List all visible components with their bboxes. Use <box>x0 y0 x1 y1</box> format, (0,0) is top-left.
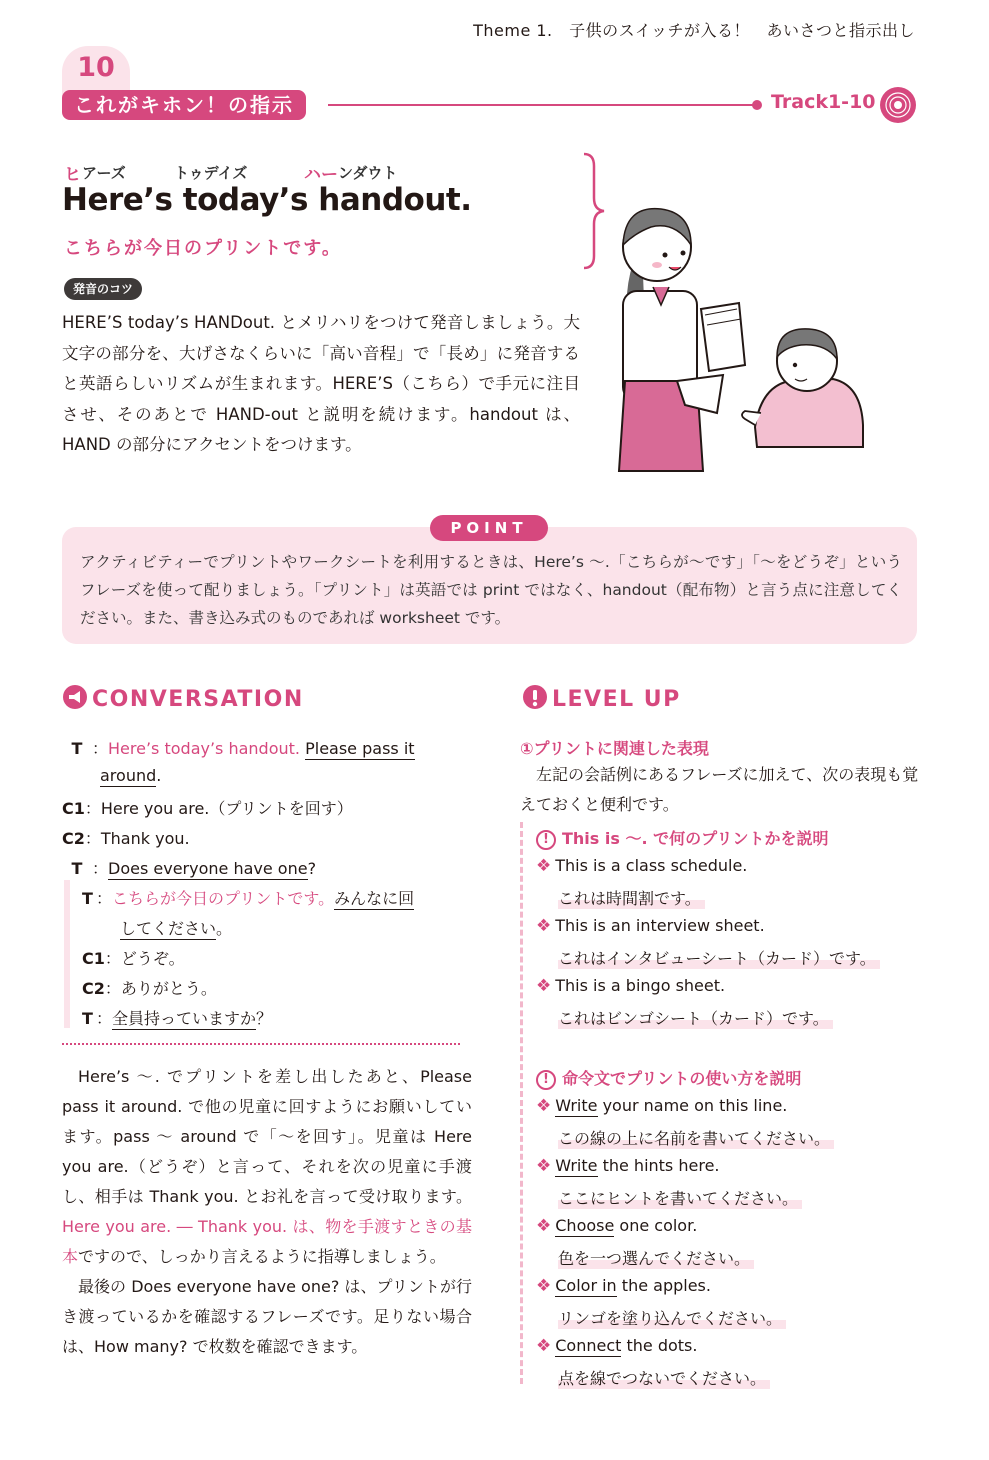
point-badge: POINT <box>430 515 548 541</box>
exclamation-circle-icon: ! <box>536 830 556 850</box>
dialogue-line-ja: C2：ありがとう。 <box>82 979 217 998</box>
speaker: C2 <box>62 829 85 848</box>
dialogue-line: C2：Thank you. <box>62 829 190 848</box>
example-english <box>536 1096 787 1116</box>
diamond-bullet-icon: ❖ <box>536 856 552 876</box>
level-up-intro: 左記の会話例にあるフレーズに加えて、次の表現も覚えておくと便利です。 <box>520 765 919 814</box>
example-japanese: 色を一つ選んでください。 <box>558 1246 754 1269</box>
example-japanese: 点を線でつないでください。 <box>558 1366 770 1389</box>
audio-cd-icon[interactable] <box>879 86 917 124</box>
explanation-paragraph <box>62 1062 472 1272</box>
line-text: 。 <box>216 919 233 938</box>
diamond-bullet-icon: ❖ <box>536 1216 552 1236</box>
line-text: みんなに回 <box>334 889 415 908</box>
diamond-bullet-icon: ❖ <box>536 1156 552 1176</box>
ruby-seg: ハー <box>304 165 338 185</box>
speaker: T <box>71 859 83 878</box>
example-text: This is a bingo sheet. <box>555 976 726 995</box>
example-text: the dots. <box>621 1336 698 1355</box>
example-verb: Choose <box>555 1216 615 1235</box>
dialogue-line: T ：Here’s today’s handout. Please pass it <box>62 736 415 759</box>
speaker: C2 <box>82 979 105 998</box>
speaker: T <box>82 1009 93 1028</box>
ruby-seg: トゥデイズ <box>174 164 248 182</box>
unit-number: 10 <box>77 52 115 83</box>
level-up-heading-text: LEVEL UP <box>552 687 681 712</box>
example-english <box>536 916 765 936</box>
example-text: one color. <box>614 1216 698 1235</box>
level-up-dashed-bar <box>520 822 523 1384</box>
key-phrase-english: Here’s today’s handout. <box>62 182 472 218</box>
example-english <box>536 1336 697 1356</box>
title-rule <box>328 104 754 106</box>
pronunciation-tips-badge: 発音のコツ <box>64 278 142 300</box>
line-text: こちらが今日のプリントです。 <box>112 889 335 908</box>
line-text: Does everyone have one <box>108 859 308 878</box>
conversation-heading-text: CONVERSATION <box>92 687 304 712</box>
exclamation-icon <box>522 684 548 710</box>
example-english <box>536 856 747 876</box>
dialogue-line-ja: C1：どうぞ。 <box>82 949 185 968</box>
ruby-seg: アーズ <box>82 164 126 182</box>
teacher-student-illustration <box>605 175 875 475</box>
level-up-heading <box>522 684 681 712</box>
example-japanese: この線の上に名前を書いてください。 <box>558 1126 834 1149</box>
dotted-divider <box>62 1043 460 1045</box>
line-text: ありがとう。 <box>120 979 217 998</box>
line-text: してください <box>120 919 217 938</box>
speaker: T <box>82 889 93 908</box>
dialogue-line: T ：Does everyone have one? <box>62 856 316 879</box>
japanese-translation-bar <box>64 880 70 1028</box>
example-text: the apples. <box>616 1276 711 1295</box>
explanation-text: Here’s 〜. でプリントを差し出したあと、Please pass it around. で他の児童に回すようにお願いしています。pass 〜 around で「〜を回す」。児童は Here you are.（どうぞ）と言って、それを次の児童に手渡し、相手は Thank you. とお礼を言って受け取ります。 <box>62 1067 472 1206</box>
exclamation-circle-icon: ! <box>536 1070 556 1090</box>
line-text: Here’s today’s handout. <box>108 739 300 758</box>
title-rule-dot <box>752 100 762 110</box>
line-text: どうぞ。 <box>120 949 185 968</box>
category-heading <box>536 826 828 850</box>
example-verb: Write <box>555 1156 598 1175</box>
diamond-bullet-icon: ❖ <box>536 916 552 936</box>
line-text: Thank you. <box>100 829 190 848</box>
example-english <box>536 1216 697 1236</box>
example-japanese: これは時間割です。 <box>558 886 705 909</box>
example-verb: Connect <box>555 1336 622 1355</box>
example-text: This is an interview sheet. <box>555 916 765 935</box>
line-text: ? <box>307 859 317 878</box>
example-verb: Write <box>555 1096 598 1115</box>
category-heading <box>536 1066 801 1090</box>
diamond-bullet-icon: ❖ <box>536 976 552 996</box>
track-label[interactable]: Track1-10 <box>771 91 876 113</box>
unit-title: これがキホン！の指示 <box>62 90 306 120</box>
example-verb: Color in <box>555 1276 617 1295</box>
line-text: Here you are.（プリントを回す） <box>100 799 353 818</box>
example-english <box>536 976 725 996</box>
diamond-bullet-icon: ❖ <box>536 1336 552 1356</box>
key-phrase-japanese: こちらが今日のプリントです。 <box>64 238 342 259</box>
pronunciation-tips-body: HERE’S today’s HANDout. とメリハリをつけて発音しましょう。大文字の部分を、大げさなくらいに「高い音程」で「長め」に発音すると英語らしいリズムが生まれます。HERE’S（こちら）で手元に注目させ、そのあとで HAND-out と説明を続けます。handout は、HAND の部分にアクセントをつけます。 <box>62 313 580 454</box>
category-text: 命令文でプリントの使い方を説明 <box>562 1069 802 1088</box>
line-text: Please pass it <box>305 739 415 758</box>
dialogue-line-ja <box>120 916 232 939</box>
ruby-seg: ンダウト <box>338 164 398 182</box>
point-body: アクティビティーでプリントやワークシートを利用するときは、Here’s 〜.「こちらが〜です」「〜をどうぞ」というフレーズを使って配りましょう。「プリント」は英語では print ではなく、handout（配布物）と言う点に注意してください。また、書き込み式のものであれば worksheet です。 <box>80 553 902 627</box>
diamond-bullet-icon: ❖ <box>536 1096 552 1116</box>
example-text: your name on this line. <box>597 1096 788 1115</box>
explanation-paragraph: 最後の Does everyone have one? は、プリントが行き渡っているかを確認するフレーズです。足りない場合は、How many? で枚数を確認できます。 <box>62 1277 472 1356</box>
level-up-subheading: ①プリントに関連した表現 <box>520 739 709 758</box>
example-japanese: これはビンゴシート（カード）です。 <box>558 1006 833 1029</box>
line-text: around <box>100 766 157 785</box>
example-japanese: これはインタビューシート（カード）です。 <box>558 946 880 969</box>
dialogue-line-ja: T ：全員持っていますか？ <box>82 1009 273 1028</box>
dialogue-line <box>100 766 161 785</box>
dialogue-line: C1：Here you are.（プリントを回す） <box>62 799 353 818</box>
speaker: C1 <box>82 949 105 968</box>
speaker: T <box>71 739 83 758</box>
line-text: ？ <box>256 1009 273 1028</box>
example-text: This is a class schedule. <box>555 856 748 875</box>
example-english <box>536 1276 711 1296</box>
example-japanese: リンゴを塗り込んでください。 <box>558 1306 786 1329</box>
dialogue-line-ja: T ：こちらが今日のプリントです。みんなに回 <box>82 889 415 908</box>
example-text: the hints here. <box>597 1156 720 1175</box>
conversation-explanation <box>62 1062 472 1362</box>
example-japanese: ここにヒントを書いてください。 <box>558 1186 802 1209</box>
example-english <box>536 1156 720 1176</box>
megaphone-icon <box>62 684 88 710</box>
ruby-seg: ヒ <box>64 165 81 185</box>
line-text: 全員持っていますか <box>112 1009 257 1028</box>
line-text: . <box>156 766 162 785</box>
conversation-heading <box>62 684 304 712</box>
category-text: This is 〜. で何のプリントかを説明 <box>562 829 829 848</box>
pronunciation-ruby <box>64 160 504 184</box>
theme-header: Theme 1. 子供のスイッチが入る！ あいさつと指示出し <box>473 21 915 40</box>
explanation-text: ですので、しっかり言えるように指導しましょう。 <box>78 1247 446 1266</box>
speaker: C1 <box>62 799 85 818</box>
diamond-bullet-icon: ❖ <box>536 1276 552 1296</box>
explanation-highlight: Here you are. ― Thank you. は、物を手渡すときの基本 <box>62 1217 472 1266</box>
